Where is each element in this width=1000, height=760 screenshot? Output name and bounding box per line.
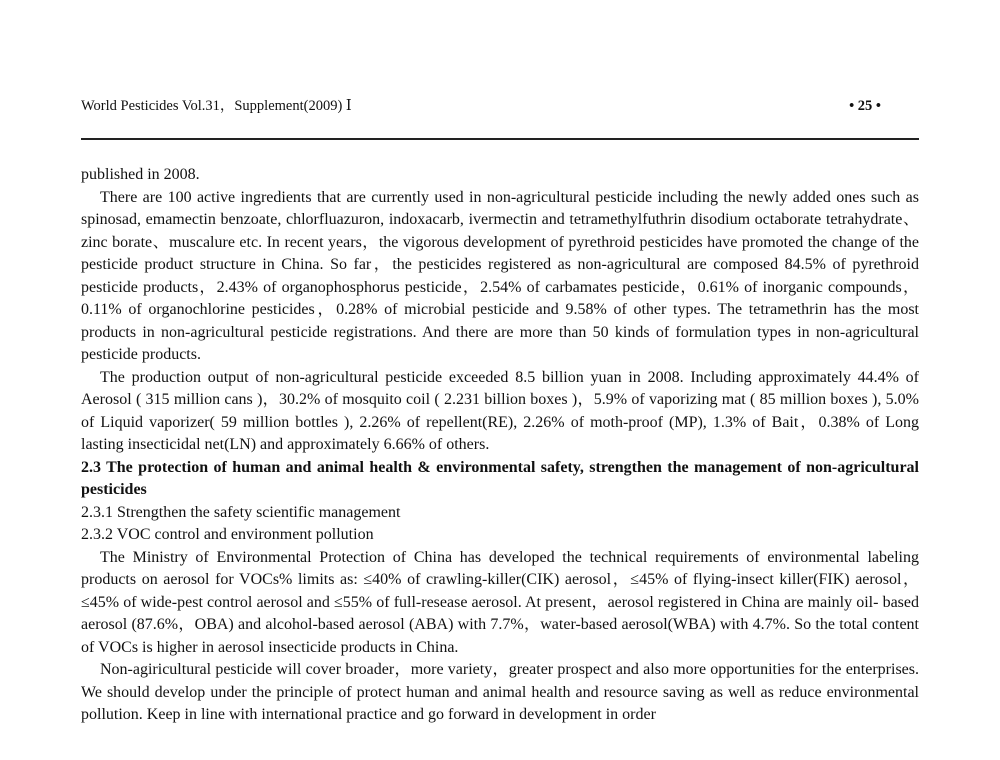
page-number: • 25 • (849, 98, 881, 114)
paragraph-voc-limits: The Ministry of Environmental Protection of China has developed the technical requirements of environmental labeling products on aerosol for VOCs% limits as: ≤40% of crawling-killer(CIK) aerosol，≤45% of flying-insect killer(FIK) aerosol，≤45% of wide-pest control aerosol and ≤55% of full-resease aerosol. At present，aerosol registered in China are mainly oil- based aerosol (87.6%，OBA) and alcohol-based aerosol (ABA) with 7.7%，water-based aerosol(WBA) with 4.7%. So the total content of VOCs is higher in aerosol insecticide products in China. (81, 548, 919, 656)
paragraph-active-ingredients: There are 100 active ingredients that are currently used in non-agricultural pesticide including the newly added ones such as spinosad, emamectin benzoate, chlorfluazuron, indoxacarb, ivermectin and tetramethylfuthrin disodium octaborate tetrahydrate、zinc borate、muscalure etc. In recent years，the vigorous development of pyrethroid pesticides have promoted the change of the pesticide product structure in China. So far，the pesticides registered as non-agricultural are composed 84.5% of pyrethroid pesticide products，2.43% of organophosphorus pesticide，2.54% of carbamates pesticide，0.61% of inorganic compounds，0.11% of organochlorine pesticides，0.28% of microbial pesticide and 9.58% of other types. The tetramethrin has the most products in non-agricultural pesticide registrations. And there are more than 50 kinds of formulation types in non-agricultural pesticide products. (81, 188, 919, 363)
paragraph-outlook: Non-agiricultural pesticide will cover broader，more variety，greater prospect and also more opportunities for the enterprises. We should develop under the principle of protect human and animal health and resource saving as well as reduce environmental pollution. Keep in line with international practice and go forward in development in order (81, 661, 919, 723)
journal-title: World Pesticides Vol.31，Supplement(2009) Ⅰ (81, 98, 352, 114)
article-body (81, 164, 919, 727)
paragraph-production-output: The production output of non-agricultural pesticide exceeded 8.5 billion yuan in 2008. Including approximately 44.4% of Aerosol ( 315 million cans )，30.2% of mosquito coil ( 2.231 billion boxes )，5.9% of vaporizing mat ( 85 million boxes ), 5.0% of Liquid vaporizer( 59 million bottles ), 2.26% of repellent(RE), 2.26% of moth-proof (MP), 1.3% of Bait，0.38% of Long lasting insecticidal net(LN) and approximately 6.66% of others. (81, 368, 919, 453)
paragraph-continuation: published in 2008. (81, 166, 200, 183)
subsection-heading-2-3-2: 2.3.2 VOC control and environment pollution (81, 526, 374, 543)
subsection-heading-2-3-1: 2.3.1 Strengthen the safety scientific management (81, 503, 401, 521)
header-rule (81, 138, 919, 140)
section-heading-2-3: 2.3 The protection of human and animal health & environmental safety, strengthen the management of non-agricultural pesticides (81, 458, 919, 498)
running-header (81, 95, 919, 117)
